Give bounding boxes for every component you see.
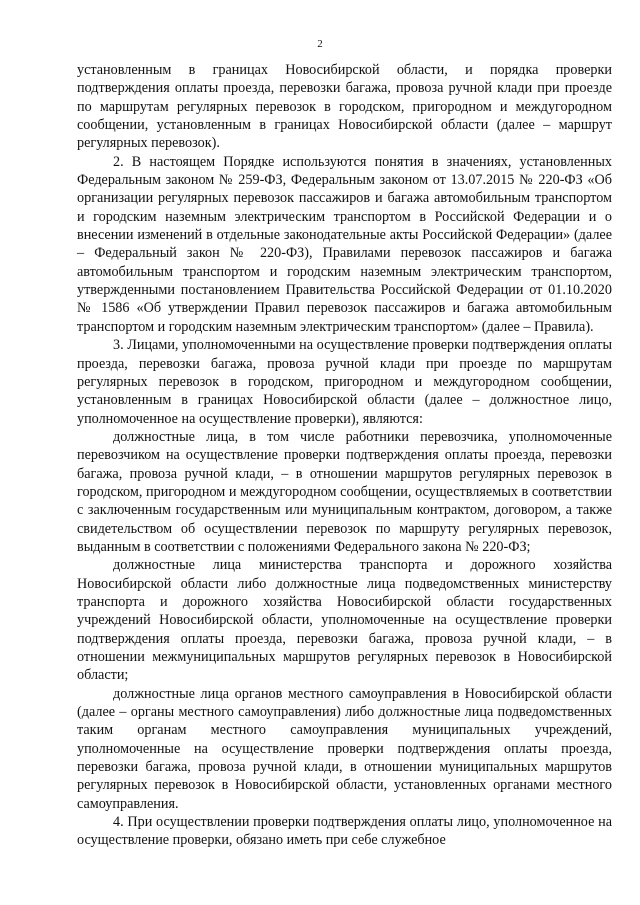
paragraph-carrier-officials: должностные лица, в том числе работники перевозчика, уполномоченные перевозчиком на осуществление проверки подтверждения оплаты проезда, перевозки багажа, провоза ручной клади, – в отношении маршрутов регулярных перевозок в городском, пригородном и междугородном сообщении, осуществляемых в соответствии с заключенным государственным или муниципальным контрактом, договором, а также свидетельством об осуществлении перевозок по маршруту регулярных перевозок, выданным в соответствии с положениями Федерального закона № 220-ФЗ; [77, 428, 612, 555]
paragraph-2-definitions: 2. В настоящем Порядке используются понятия в значениях, установленных Федеральным законом № 259-ФЗ, Федеральным законом от 13.07.2015 № 220-ФЗ «Об организации регулярных перевозок пассажиров и багажа автомобильным транспортом и городским наземным электрическим транспортом в Российской Федерации и о внесении изменений в отдельные законодательные акты Российской Федерации» (далее – Федеральный закон № 220-ФЗ), Правилами перевозок пассажиров и багажа автомобильным транспортом и городским наземным электрическим транспортом, утвержденными постановлением Правительства Российской Федерации от 01.10.2020 № 1586 «Об утверждении Правил перевозок пассажиров и багажа автомобильным транспортом и городским наземным электрическим транспортом» (далее – Правила). [77, 153, 612, 335]
paragraph-ministry-officials: должностные лица министерства транспорта и дорожного хозяйства Новосибирской области либо должностные лица подведомственных министерству транспорта и дорожного хозяйства Новосибирской области государственных учреждений Новосибирской области, уполномоченные на осуществление проверки подтверждения оплаты проезда, перевозки багажа, провоза ручной клади, – в отношении межмуниципальных маршрутов регулярных перевозок в Новосибирской области; [77, 557, 612, 684]
paragraph-4-inspection: 4. При осуществлении проверки подтверждения оплаты лицо, уполномоченное на осуществление проверки, обязано иметь при себе служебное [77, 814, 612, 849]
paragraph-1-continuation: установленным в границах Новосибирской области, и порядка проверки подтверждения оплаты проезда, перевозки багажа, провоза ручной клади при проезде по маршрутам регулярных перевозок в городском, пригородном и междугородном сообщении, установленным в границах Новосибирской области (далее – маршрут регулярных перевозок). [77, 62, 612, 152]
paragraph-3-authorized-persons: 3. Лицами, уполномоченными на осуществление проверки подтверждения оплаты проезда, перевозки багажа, провоза ручной клади при проезде по маршрутам регулярных перевозок в городском, пригородном и междугородном сообщении, установленным в границах Новосибирской области (далее – должностное лицо, уполномоченное на осуществление проверки), являются: [77, 337, 612, 427]
paragraph-local-government-officials: должностные лица органов местного самоуправления в Новосибирской области (далее – органы местного самоуправления) либо должностные лица подведомственных таким органам местного самоуправления муниципальных учреждений, уполномоченные на осуществление проверки подтверждения оплаты проезда, перевозки багажа, провоза ручной клади, в отношении муниципальных маршрутов регулярных перевозок в Новосибирской области, установленных органами местного самоуправления. [77, 685, 612, 812]
page-number: 2 [317, 38, 323, 50]
document-body [77, 61, 612, 850]
